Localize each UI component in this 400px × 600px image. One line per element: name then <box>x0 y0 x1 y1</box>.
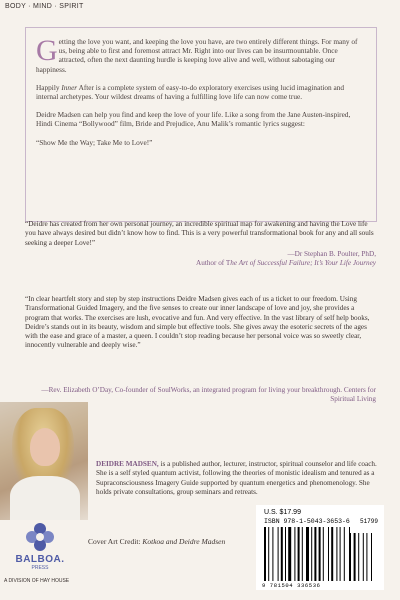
author-photo <box>0 402 88 520</box>
credit-prefix: Cover Art Credit: <box>88 537 143 546</box>
barcode-main-digits: 9 781504 336536 <box>262 582 321 589</box>
drop-cap: G <box>36 34 58 67</box>
price-label: U.S. $17.99 <box>264 509 301 516</box>
testimonial-2-attribution: —Rev. Elizabeth O’Day, Co-founder of SoulWorks, an integrated program for living your breakthrough. Centers for Spiritual Living <box>41 386 376 404</box>
testimonial-1-attribution <box>196 250 376 269</box>
barcode-box <box>256 505 384 590</box>
category-label: BODY · MIND · SPIRIT <box>5 3 84 10</box>
intro-paragraph-1 <box>36 34 366 74</box>
testimonial-1-book <box>196 259 376 268</box>
testimonial-1-book-title: he Art of Successful Failure; It’s Your Life Journey <box>230 259 376 268</box>
author-photo-face <box>30 428 60 466</box>
author-bio <box>96 460 378 497</box>
intro-paragraph-2 <box>36 83 366 101</box>
publisher-name: BALBOA. <box>15 554 65 565</box>
description-box <box>25 27 377 222</box>
barcode-digits <box>262 582 321 589</box>
author-photo-body <box>10 476 80 520</box>
publisher-division: A DIVISION OF HAY HOUSE <box>4 578 70 584</box>
balboa-flower-icon <box>23 520 57 554</box>
testimonial-2-text: “In clear heartfelt story and step by step instructions Deidre Madsen gives each of us a ticket to our freedom. Using Transformational Guided Imagery, and the five senses to create our inner landscape of love and joy, she provides a program that works. The exercises are lush, evocative and fun. And very effective. In the vast library of self help books, Deidre’s stands out in its beauty, wisdom and simple but effective tools. She gives away the esoteric secrets of the ages with the ease and grace of a master, a queen. I couldn’t stop reading because her personal voice was so sweetly clear, innocently vulnerable and deeply wise.” <box>25 295 370 350</box>
intro-paragraph-1-text: etting the love you want, and keeping the love you have, are two entirely different things. For many of us, being able to first and foremost attract Mr. Right into our lives can be insurmountable. Once attracted, often the next daunting hurdle is keeping love alive and well, without sabotaging our happiness. <box>36 37 358 74</box>
intro-paragraph-2-prefix: Happily <box>36 82 62 92</box>
isbn-label: ISBN 978-1-5043-3653-6 <box>264 518 350 525</box>
testimonial-1-author: —Dr Stephan B. Poulter, PhD, <box>287 250 376 258</box>
publisher-logo <box>10 520 70 571</box>
testimonial-1-book-prefix: Author of T <box>196 259 231 268</box>
intro-paragraph-2-rest: After is a complete system of easy-to-do exploratory exercises using lucid imagination and internal archetypes. Your wildest dreams of having a fulfilling love life can now come true. <box>36 82 345 102</box>
intro-paragraph-2-italic: Inner <box>61 82 78 92</box>
barcode-addon-digits: 51799 <box>359 518 378 525</box>
intro-paragraph-3: Deidre Madsen can help you find and keep the love of your life. Like a song from the Jane Austen-inspired, Hindi Cinema “Bollywood” film, Bride and Prejudice, Anu Malik’s romantic lyrics suggest: <box>36 110 351 129</box>
testimonial-1-text: “Deidre has created from her own personal journey, an incredible spiritual map for awakening and having the Love life you have always desired but didn’t know how to find. This is a very powerful transformational book for any and all souls seeking a deeper Love!” <box>25 220 374 247</box>
cover-art-credit <box>88 537 225 546</box>
intro-lyric: “Show Me the Way; Take Me to Love!” <box>36 137 153 147</box>
author-name: DEIDRE MADSEN, <box>96 460 159 468</box>
credit-names: Kotkoa and Deidre Madsen <box>142 537 226 546</box>
publisher-sub: PRESS <box>31 565 49 571</box>
author-bio-text: is a published author, lecturer, instructor, spiritual counselor and life coach. She is a self styled quantum activist, following the theories of monistic idealism and tenured as a Supraconsciousness Imagery Guide supported by quantum energetics and phenomenology. She holds private consultations, group seminars and retreats. <box>96 460 377 496</box>
barcode-graphic <box>264 527 378 581</box>
